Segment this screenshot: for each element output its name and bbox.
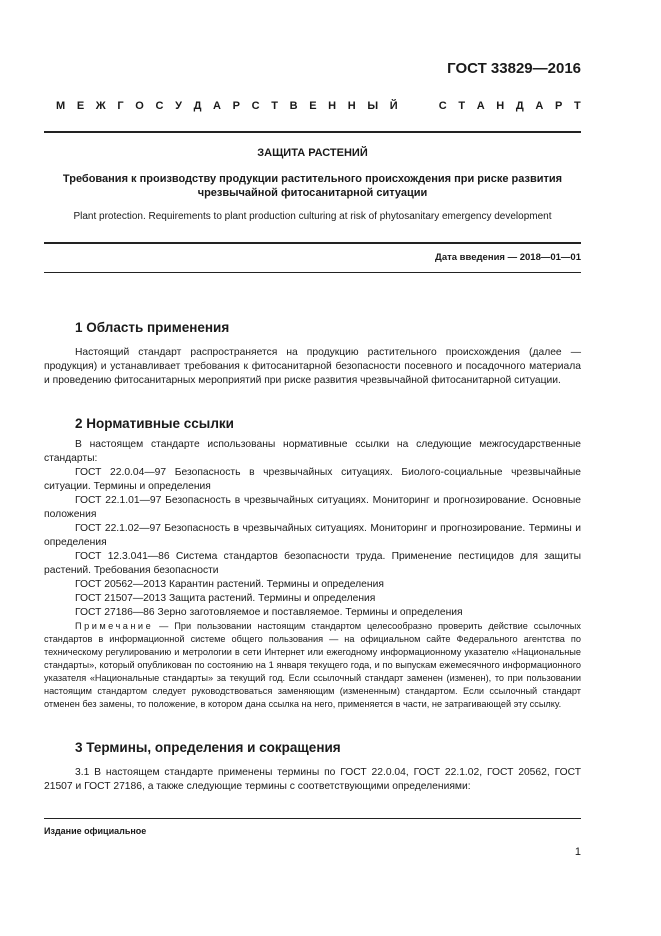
section-2-intro-paragraph: В настоящем стандарте использованы нормативные ссылки на следующие межгосударственные стандарты: [44,439,581,464]
english-title: Plant protection. Requirements to plant production culturing at risk of phytosanitary emergency development [73,211,552,222]
document-subtitle [44,172,581,200]
note-label: Примечание [75,621,154,631]
banner-letter: С [155,100,164,112]
reference-item: ГОСТ 21507—2013 Защита растений. Термины и определения [75,593,376,604]
banner-letter: Р [232,100,240,112]
banner-letter [409,100,412,112]
subtitle-line-1: Требования к производству продукции растительного происхождения при риске развития [62,173,563,185]
banner-letter: Т [458,100,466,112]
banner-letter: Т [573,100,581,112]
reference-item: ГОСТ 20562—2013 Карантин растений. Термины и определения [75,579,384,590]
document-title: ЗАЩИТА РАСТЕНИЙ [257,147,368,159]
section-2-heading: 2 Нормативные ссылки [75,416,234,431]
footer-rule [44,818,581,819]
banner-letter: М [56,100,66,112]
section-1-text [44,346,581,388]
reference-item: ГОСТ 22.0.04—97 Безопасность в чрезвычайных ситуациях. Биолого-социальные чрезвычайные ситуации. Термины и определения [44,467,581,492]
edition-label: Издание официальное [44,826,147,836]
standard-type-banner [56,100,581,112]
section-3-heading: 3 Термины, определения и сокращения [75,740,341,755]
banner-letter: А [476,100,485,112]
page-number: 1 [574,846,581,858]
banner-letter: Н [496,100,505,112]
banner-letter: С [438,100,447,112]
banner-letter [424,100,427,112]
banner-letter: Е [76,100,85,112]
introduction-date: Дата введения — 2018—01—01 [435,252,581,263]
subtitle-line-2: чрезвычайной фитосанитарной ситуации [197,187,428,199]
banner-letter: Ж [95,100,106,112]
banner-letter: Н [328,100,337,112]
title-bottom-rule [44,242,581,244]
banner-letter: В [289,100,298,112]
banner-letter: Д [193,100,202,112]
banner-letter: С [251,100,260,112]
reference-item: ГОСТ 12.3.041—86 Система стандартов безопасности труда. Применение пестицидов для защиты растений. Требования безопасности [44,551,581,576]
gost-code: ГОСТ 33829—2016 [447,60,581,77]
title-top-rule [44,131,581,133]
date-rule [44,272,581,273]
banner-letter: А [213,100,221,112]
banner-letter: Р [554,100,563,112]
banner-letter: Н [347,100,356,112]
banner-letter: А [535,100,544,112]
banner-letter: Т [271,100,278,112]
banner-letter: Ы [367,100,379,112]
banner-letter: Й [389,100,398,112]
banner-letter: О [135,100,144,112]
note-text: — При пользовании настоящим стандартом целесообразно проверить действие ссылочных стандартов в информационной системе общего пользования — на официальном сайте Федерального агентства по техническому регулированию и метрологии в сети Интернет или ежегодному информационному указателю «Национальные стандарты», который опубликован по состоянию на 1 января текущего года, и по выпускам ежемесячного информационного указателя «Национальные стандарты» за текущий год. Если ссылочный стандарт заменен (изменен), то при пользовании настоящим стандартом следует руководствоваться заменяющим (измененным) стандартом. Если ссылочный стандарт отменен без замены, то положение, в котором дана ссылка на него, применяется в части, не затрагивающей эту ссылку. [44,621,581,709]
banner-letter: Е [309,100,317,112]
normative-references-list [44,466,581,620]
section-2-intro [44,438,581,466]
banner-letter: Д [515,100,524,112]
references-note [44,620,581,711]
section-3-paragraph: 3.1 В настоящем стандарте применены термины по ГОСТ 22.0.04, ГОСТ 22.1.02, ГОСТ 20562, ГОСТ 21507 и ГОСТ 27186, а также следующие термины с соответствующими определениями: [44,767,581,792]
reference-item: ГОСТ 27186—86 Зерно заготовляемое и поставляемое. Термины и определения [75,607,463,618]
section-1-heading: 1 Область применения [75,320,230,335]
reference-item: ГОСТ 22.1.01—97 Безопасность в чрезвычайных ситуациях. Мониторинг и прогнозирование. Основные положения [44,495,581,520]
banner-letter: У [175,100,182,112]
banner-letter: Г [117,100,124,112]
reference-item: ГОСТ 22.1.02—97 Безопасность в чрезвычайных ситуациях. Мониторинг и прогнозирование. Термины и определения [44,523,581,548]
section-3-text [44,766,581,794]
section-1-paragraph: Настоящий стандарт распространяется на продукцию растительного происхождения (далее — продукция) и устанавливает требования к фитосанитарной безопасности посевного и посадочного материала и проведению фитосанитарных мероприятий при риске развития чрезвычайной фитосанитарной ситуации. [44,347,581,386]
